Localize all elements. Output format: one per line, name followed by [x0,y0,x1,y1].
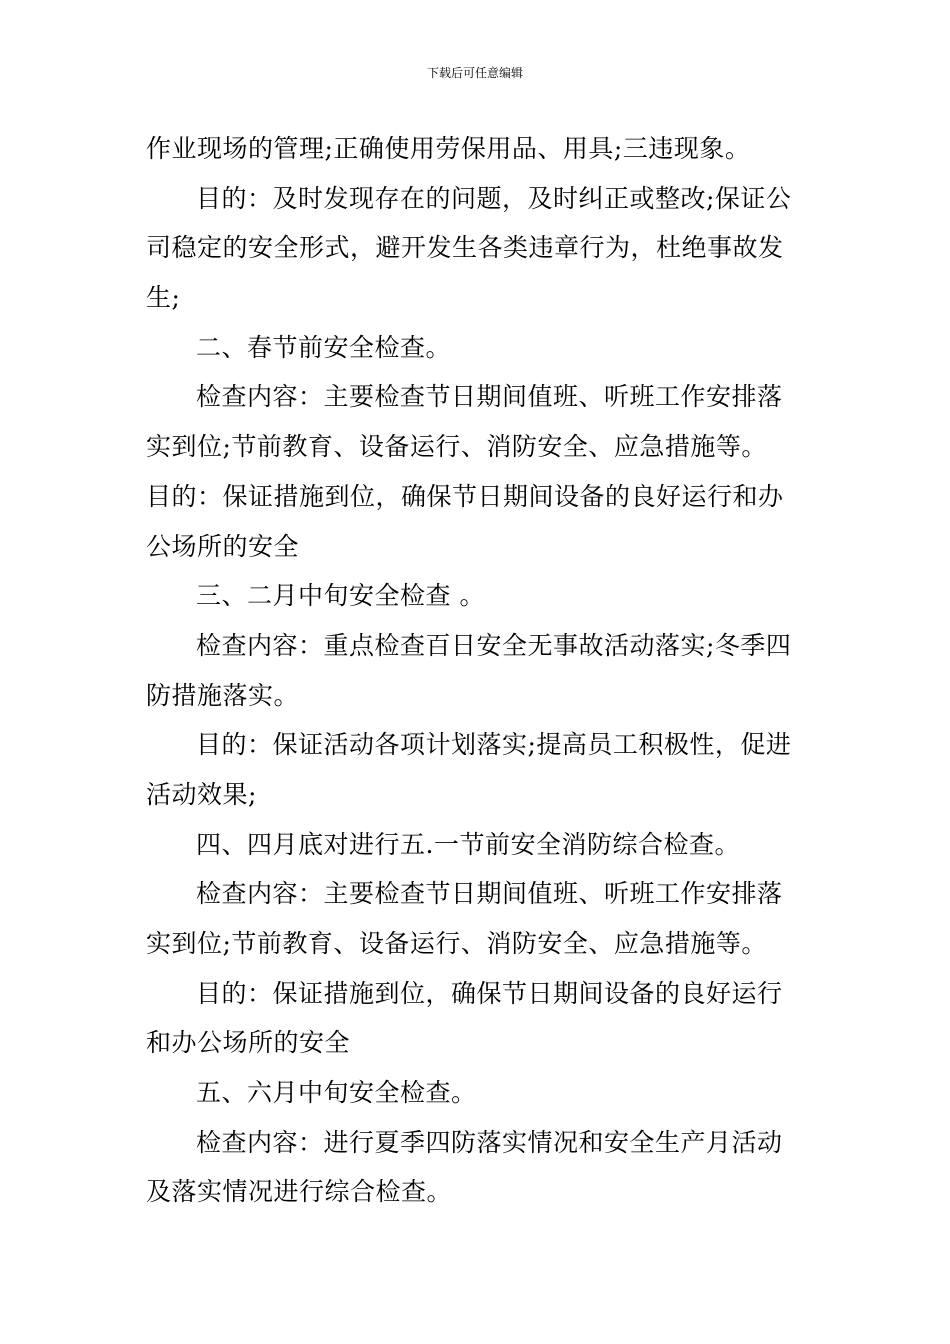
text-line: 及落实情况进行综合检查。 [146,1177,453,1207]
section-heading-2: 二、春节前安全检查。 [196,332,452,362]
paragraph-inspection: 检查内容：重点检查百日安全无事故活动落实;冬季四 [196,630,792,660]
paragraph-purpose: 目的：及时发现存在的问题，及时纠正或整改;保证公 [196,183,792,213]
text-line: 防措施落实。 [146,680,300,710]
text-line: 作业现场的管理;正确使用劳保用品、用具;三违现象。 [146,134,751,163]
text-line: 目的：保证措施到位，确保节日期间设备的良好运行和办 [146,481,784,511]
text-line: 生; [146,283,181,313]
text-line: 实到位;节前教育、设备运行、消防安全、应急措施等。 [146,432,767,462]
text-line: 活动效果; [146,779,257,809]
section-heading-5: 五、六月中旬安全检查。 [196,1078,477,1108]
section-heading-4: 四、四月底对进行五.一节前安全消防综合检查。 [196,829,740,859]
paragraph-inspection: 检查内容：主要检查节日期间值班、听班工作安排落 [196,879,783,909]
text-line: 和办公场所的安全 [146,1028,351,1058]
text-line: 司稳定的安全形式，避开发生各类违章行为，杜绝事故发 [146,233,784,263]
page-header: 下载后可任意编辑 [426,66,523,80]
document-body [146,124,810,1217]
text-line: 实到位;节前教育、设备运行、消防安全、应急措施等。 [146,929,767,958]
paragraph-inspection: 检查内容：主要检查节日期间值班、听班工作安排落 [196,382,783,412]
section-heading-3: 三、二月中旬安全检查 。 [196,581,485,611]
paragraph-purpose: 目的：保证活动各项计划落实;提高员工积极性，促进 [196,730,792,760]
paragraph-purpose: 目的：保证措施到位，确保节日期间设备的良好运行 [196,978,783,1008]
paragraph-inspection: 检查内容：进行夏季四防落实情况和安全生产月活动 [196,1127,783,1157]
text-line: 公场所的安全 [146,531,300,561]
